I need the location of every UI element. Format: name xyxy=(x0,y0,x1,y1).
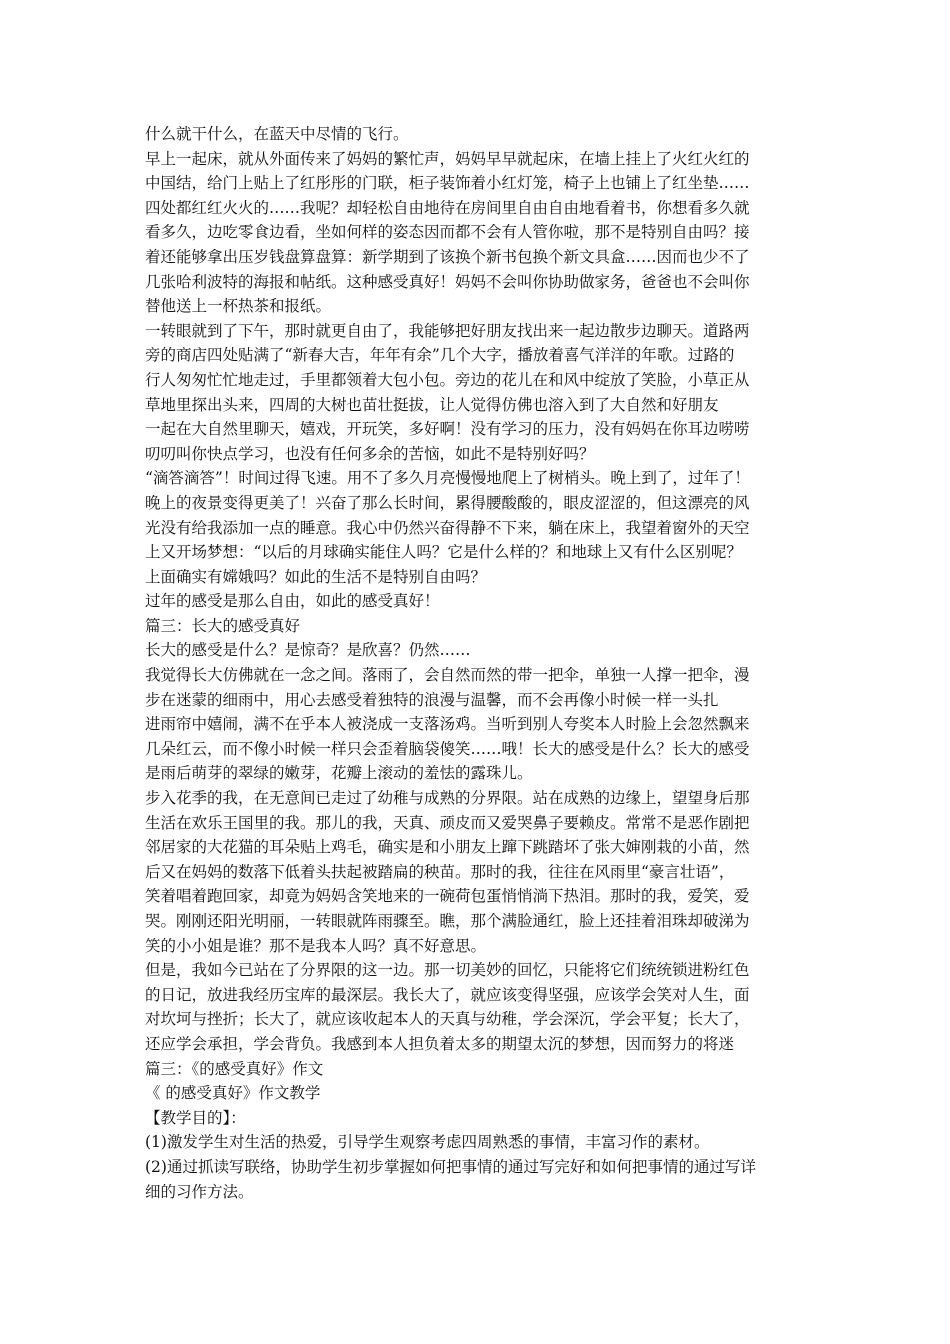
text-line: 细的习作方法。 xyxy=(145,1182,254,1201)
text-line: 生活在欢乐王国里的我。那儿的我，天真、顽皮而又爱哭鼻子要赖皮。常常不是恶作剧把 xyxy=(145,813,750,832)
text-line: 【教学目的】： xyxy=(145,1108,246,1127)
text-line: 草地里探出头来，四周的大树也苗壮挺拔，让人觉得仿佛也溶入到了大自然和好朋友 xyxy=(145,395,719,414)
text-line: 是雨后萌芽的翠绿的嫩芽，花瓣上滚动的羞怯的露珠儿。 xyxy=(145,764,533,783)
text-line: 替他送上一杯热茶和报纸。 xyxy=(145,297,332,316)
text-line: 上面确实有嫦娥吗？如此的生活不是特别自由吗？ xyxy=(145,567,487,586)
text-line: 中国结，给门上贴上了红彤彤的门联，柜子装饰着小红灯笼，椅子上也铺上了红坐垫…… xyxy=(145,174,750,193)
text-line: 邻居家的大花猫的耳朵贴上鸡毛，确实是和小朋友上蹿下跳踏坏了张大婶刚栽的小苗，然 xyxy=(145,838,750,857)
document-body xyxy=(145,122,835,1204)
text-line: 步在迷蒙的细雨中，用心去感受着独特的浪漫与温馨，而不会再像小时候一样一头扎 xyxy=(145,690,719,709)
text-line: 什么就干什么，在蓝天中尽情的飞行。 xyxy=(145,125,409,143)
text-line: 进雨帘中嬉闹，满不在乎本人被浇成一支落汤鸡。当听到别人夸奖本人时脸上会忽然飘来 xyxy=(145,715,750,734)
text-line: 叨叨叫你快点学习，也没有任何多余的苦恼，如此不是特别好吗？ xyxy=(145,444,595,463)
text-line: 笑的小小姐是谁？那不是我本人吗？真不好意思。 xyxy=(145,936,487,955)
text-line: 旁的商店四处贴满了“新春大吉，年年有余”几个大字，播放着喜气洋洋的年歌。过路的 xyxy=(145,346,735,365)
text-line: (2)通过抓读写联络，协助学生初步掌握如何把事情的通过写完好和如何把事情的通过写详 xyxy=(145,1157,756,1176)
text-line: 《 的感受真好》作文教学 xyxy=(145,1084,321,1103)
text-line: 后又在妈妈的数落下低着头扶起被踏扁的秧苗。那时的我，往往在风雨里“豪言壮语”， xyxy=(145,862,735,881)
text-line: 还应学会承担，学会背负。我感到本人担负着太多的期望太沉的梦想，因而努力的将迷 xyxy=(145,1034,735,1053)
text-line: 晚上的夜景变得更美了！兴奋了那么长时间，累得腰酸酸的，眼皮涩涩的，但这漂亮的风 xyxy=(145,493,750,512)
text-line: 哭。刚刚还阳光明丽，一转眼就阵雨骤至。瞧，那个满脸通红，脸上还挂着泪珠却破涕为 xyxy=(145,912,750,930)
text-line: 的日记，放进我经历宝库的最深层。我长大了，就应该变得坚强，应该学会笑对人生，面 xyxy=(145,985,750,1004)
text-line: 一转眼就到了下午，那时就更自由了，我能够把好朋友找出来一起边散步边聊天。道路两 xyxy=(145,321,750,340)
text-line: 过年的感受是那么自由，如此的感受真好！ xyxy=(145,592,440,611)
text-line: 几朵红云，而不像小时候一样只会歪着脑袋傻笑……哦！长大的感受是什么？长大的感受 xyxy=(145,739,750,758)
text-line: 我觉得长大仿佛就在一念之间。落雨了，会自然而然的带一把伞，单独一人撑一把伞，漫 xyxy=(145,666,750,685)
text-line: 步入花季的我，在无意间已走过了幼稚与成熟的分界限。站在成熟的边缘上，望望身后那 xyxy=(145,789,750,808)
text-line: “滴答滴答”！时间过得飞速。用不了多久月亮慢慢地爬上了树梢头。晚上到了，过年了！ xyxy=(145,469,750,488)
text-line: 笑着唱着跑回家，却竟为妈妈含笑地来的一碗荷包蛋悄悄淌下热泪。那时的我，爱笑，爱 xyxy=(145,887,750,906)
text-line: 对坎坷与挫折；长大了，就应该收起本人的天真与幼稚，学会深沉，学会平复；长大了， xyxy=(145,1010,750,1029)
text-line: 上又开场梦想：“以后的月球确实能住人吗？它是什么样的？和地球上又有什么区别呢？ xyxy=(145,543,742,562)
text-line: 着还能够拿出压岁钱盘算盘算：新学期到了该换个新书包换个新文具盒……因而也少不了 xyxy=(145,247,750,266)
text-line: 光没有给我添加一点的睡意。我心中仍然兴奋得静不下来，躺在床上，我望着窗外的天空 xyxy=(145,518,750,537)
text-line: 一起在大自然里聊天，嬉戏，开玩笑，多好啊！没有学习的压力，没有妈妈在你耳边唠唠 xyxy=(145,420,750,439)
text-line: 四处都红红火火的……我呢？却轻松自由地待在房间里自由自由地看着书，你想看多久就 xyxy=(145,198,750,217)
text-line: 几张哈利波特的海报和帖纸。这种感受真好！妈妈不会叫你协助做家务，爸爸也不会叫你 xyxy=(145,272,750,291)
text-line: 早上一起床，就从外面传来了妈妈的繁忙声，妈妈早早就起床，在墙上挂上了火红火红的 xyxy=(145,149,750,168)
text-line: 长大的感受是什么？是惊奇？是欣喜？仍然…… xyxy=(145,641,471,660)
text-line: 看多久，边吃零食边看，坐如何样的姿态因而都不会有人管你啦，那不是特别自由吗？接 xyxy=(145,223,750,242)
text-line: 但是，我如今已站在了分界限的这一边。那一切美妙的回忆，只能将它们统统锁进粉红色 xyxy=(145,961,750,980)
text-line: 篇三：《的感受真好》作文 xyxy=(145,1059,324,1078)
text-line: (1)激发学生对生活的热爱，引导学生观察考虑四周熟悉的事情，丰富习作的素材。 xyxy=(145,1133,710,1152)
text-line: 行人匆匆忙忙地走过，手里都领着大包小包。旁边的花儿在和风中绽放了笑脸，小草正从 xyxy=(145,370,750,389)
text-line: 篇三：长大的感受真好 xyxy=(145,616,301,635)
